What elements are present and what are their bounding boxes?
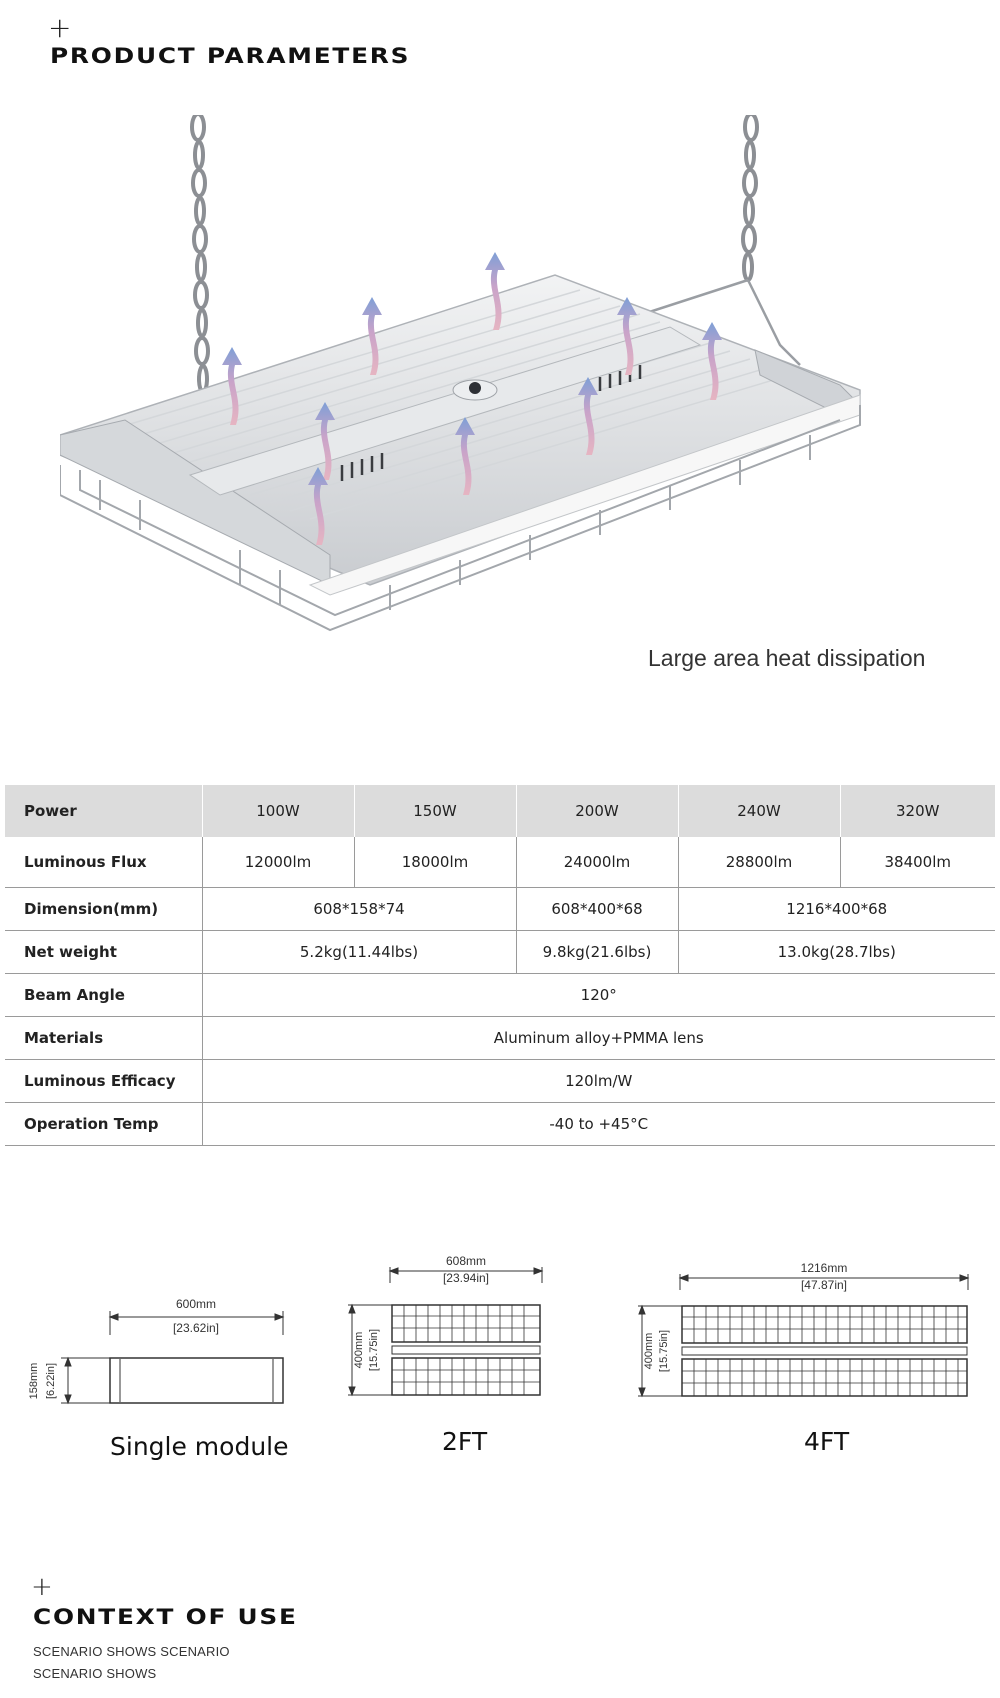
table-row: [5, 785, 995, 837]
flux-value: 12000lm: [202, 837, 354, 888]
4ft-label: 4FT: [804, 1427, 850, 1456]
2ft-width-in: [23.94in]: [442, 1271, 490, 1285]
power-value: 200W: [516, 785, 678, 837]
2ft-label: 2FT: [442, 1427, 488, 1456]
section-plus-icon: +: [31, 1572, 53, 1602]
flux-value: 38400lm: [840, 837, 995, 888]
flux-value: 24000lm: [516, 837, 678, 888]
beam-label: Beam Angle: [5, 974, 202, 1017]
context-title: CONTEXT OF USE: [33, 1605, 298, 1629]
efficacy-value: 120lm/W: [202, 1060, 995, 1103]
4ft-width-in: [47.87in]: [800, 1278, 848, 1292]
weight-value: 9.8kg(21.6lbs): [516, 931, 678, 974]
context-subtext: SCENARIO SHOWS: [33, 1666, 157, 1681]
single-height-in: [6.22in]: [45, 1362, 57, 1400]
product-illustration: [60, 115, 940, 695]
table-row: [5, 1060, 995, 1103]
materials-value: Aluminum alloy+PMMA lens: [202, 1017, 995, 1060]
left-chain: [192, 115, 209, 420]
table-row: [5, 1103, 995, 1146]
table-row: [5, 974, 995, 1017]
power-value: 150W: [354, 785, 516, 837]
page-title: PRODUCT PARAMETERS: [50, 44, 411, 68]
flux-label: Luminous Flux: [5, 837, 202, 888]
hero-caption: Large area heat dissipation: [648, 645, 926, 671]
table-row: [5, 888, 995, 931]
section-plus-icon: +: [48, 11, 72, 44]
context-subtext: SCENARIO SHOWS SCENARIO: [33, 1644, 230, 1659]
dimension-value: 1216*400*68: [678, 888, 995, 931]
single-module-diagram: [25, 1295, 295, 1410]
flux-value: 18000lm: [354, 837, 516, 888]
materials-label: Materials: [5, 1017, 202, 1060]
2ft-height-mm: 400mm: [353, 1331, 365, 1369]
4ft-height-mm: 400mm: [643, 1332, 655, 1370]
power-value: 320W: [840, 785, 995, 837]
weight-label: Net weight: [5, 931, 202, 974]
flux-value: 28800lm: [678, 837, 840, 888]
single-width-in: [23.62in]: [172, 1321, 220, 1335]
temp-value: -40 to +45°C: [202, 1103, 995, 1146]
4ft-diagram: [620, 1250, 980, 1410]
power-label: Power: [5, 785, 202, 837]
power-value: 240W: [678, 785, 840, 837]
4ft-height-in: [15.75in]: [658, 1329, 670, 1373]
dimension-value: 608*158*74: [202, 888, 516, 931]
2ft-width-mm: 608mm: [445, 1254, 487, 1268]
table-row: [5, 837, 995, 888]
efficacy-label: Luminous Efficacy: [5, 1060, 202, 1103]
table-row: [5, 931, 995, 974]
2ft-height-in: [15.75in]: [368, 1328, 380, 1372]
spec-table: [5, 785, 995, 1146]
4ft-width-mm: 1216mm: [800, 1261, 848, 1275]
single-width-mm: 600mm: [175, 1297, 217, 1311]
table-row: [5, 1017, 995, 1060]
temp-label: Operation Temp: [5, 1103, 202, 1146]
beam-value: 120°: [202, 974, 995, 1017]
single-height-mm: 158mm: [28, 1362, 40, 1400]
right-chain: [743, 115, 757, 280]
2ft-diagram: [330, 1250, 550, 1410]
dimension-label: Dimension(mm): [5, 888, 202, 931]
power-value: 100W: [202, 785, 354, 837]
weight-value: 13.0kg(28.7lbs): [678, 931, 995, 974]
single-module-label: Single module: [110, 1432, 289, 1461]
dimension-value: 608*400*68: [516, 888, 678, 931]
weight-value: 5.2kg(11.44lbs): [202, 931, 516, 974]
